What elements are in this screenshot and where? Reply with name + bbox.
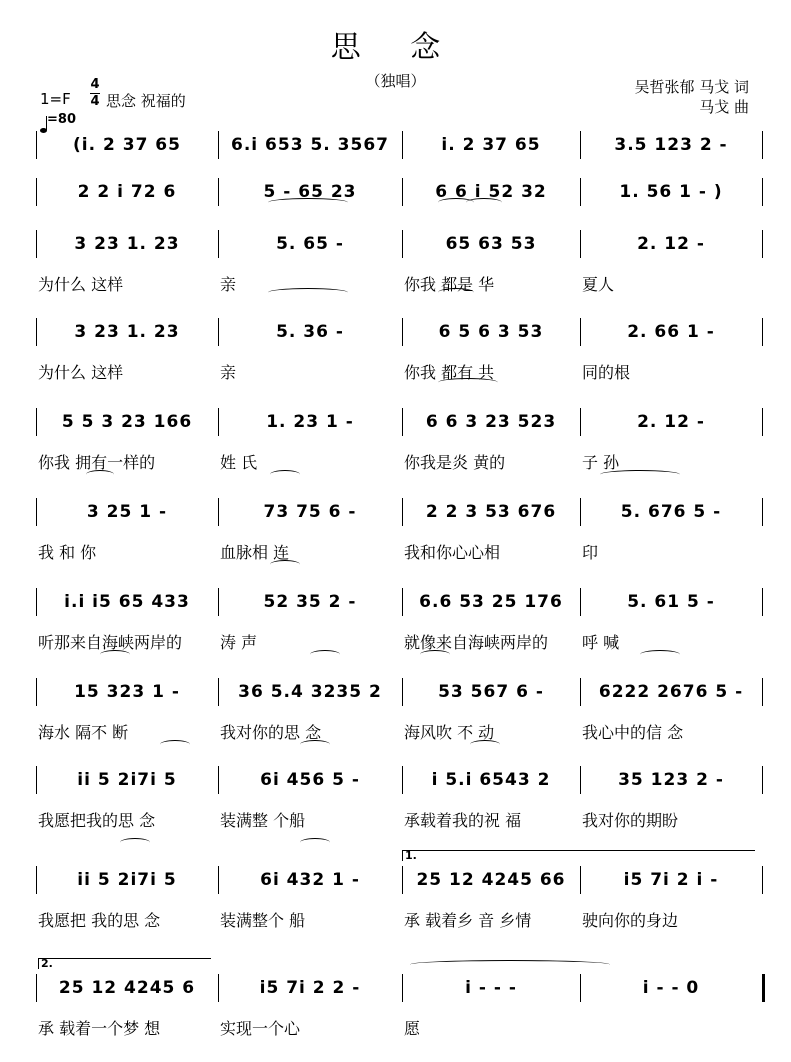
- barline: [762, 230, 763, 258]
- barline: [218, 408, 219, 436]
- measure: i. 2 37 65: [441, 135, 541, 155]
- measure: 1. 23 1 -: [266, 412, 354, 432]
- measure: 3 23 1. 23: [74, 322, 180, 342]
- barline: [36, 498, 37, 526]
- barline: [762, 866, 763, 894]
- slur-mark: [270, 470, 300, 479]
- barline: [218, 866, 219, 894]
- measure: ii 5 2i7i 5: [77, 770, 177, 790]
- barline: [218, 678, 219, 706]
- measure: 2. 12 -: [637, 234, 705, 254]
- lyrics-row: [36, 540, 762, 560]
- measure: 3.5 123 2 -: [614, 135, 728, 155]
- lyric-text: 我 和 你: [38, 543, 97, 562]
- measure: 5. 61 5 -: [627, 592, 715, 612]
- measure: 6 5 6 3 53: [438, 322, 544, 342]
- barline: [218, 318, 219, 346]
- measure: 5 5 3 23 166: [61, 412, 193, 432]
- barline: [580, 178, 581, 206]
- lyric-text: 子 孙: [582, 453, 620, 472]
- lyric-text: 呼 喊: [582, 633, 620, 652]
- score-row: [36, 180, 762, 204]
- lyric-text: 亲: [220, 363, 237, 382]
- measure: 25 12 4245 66: [416, 870, 566, 890]
- expression-mark: 思念 祝福的: [106, 92, 186, 110]
- barline: [402, 498, 403, 526]
- score-row: [36, 976, 762, 1000]
- barline: [36, 178, 37, 206]
- barline: [218, 498, 219, 526]
- lyric-text: 夏人: [582, 275, 615, 294]
- barline: [580, 866, 581, 894]
- lyric-text: 血脉相 连: [220, 543, 290, 562]
- score-row: [36, 500, 762, 524]
- tempo-mark: [40, 112, 76, 133]
- measure: 6i 432 1 -: [260, 870, 360, 890]
- slur-mark: [600, 470, 680, 479]
- song-title: 思 念: [330, 30, 461, 65]
- barline: [402, 230, 403, 258]
- barline: [402, 408, 403, 436]
- measure: ii 5 2i7i 5: [77, 870, 177, 890]
- barline: [580, 408, 581, 436]
- score-row: [36, 590, 762, 614]
- lyric-text: 你我 都是 华: [404, 275, 495, 294]
- barline: [762, 766, 763, 794]
- measure: 2 2 i 72 6: [77, 182, 177, 202]
- barline: [580, 131, 581, 159]
- lyric-text: 我心中的信 念: [582, 723, 684, 742]
- time-signature-bottom: 4: [90, 94, 100, 109]
- slur-mark: [438, 288, 474, 297]
- barline: [36, 974, 37, 1002]
- time-signature-top: 4: [90, 77, 100, 92]
- measure: 6.i 653 5. 3567: [231, 135, 389, 155]
- lyric-text: 我对你的思 念: [220, 723, 322, 742]
- barline: [218, 974, 219, 1002]
- lyric-text: 驶向你的身边: [582, 911, 679, 930]
- barline: [580, 230, 581, 258]
- measure: 2. 12 -: [637, 412, 705, 432]
- measure: 6 6 i 52 32: [435, 182, 547, 202]
- measure: 15 323 1 -: [74, 682, 180, 702]
- lyric-text: 你我 都有 共: [404, 363, 495, 382]
- measure: 3 25 1 -: [86, 502, 168, 522]
- volta-first: 1.: [402, 850, 755, 861]
- measure: 25 12 4245 6: [58, 978, 196, 998]
- lyric-text: 我愿把我的思 念: [38, 811, 156, 830]
- measure: 53 567 6 -: [438, 682, 544, 702]
- lyric-text: 为什么 这样: [38, 363, 124, 382]
- barline: [402, 678, 403, 706]
- slur-mark: [300, 740, 330, 749]
- slur-mark: [268, 198, 348, 207]
- barline: [402, 131, 403, 159]
- barline: [36, 230, 37, 258]
- slur-mark: [160, 740, 190, 749]
- measure: 1. 56 1 - ): [619, 182, 723, 202]
- measure: 6i 456 5 -: [260, 770, 360, 790]
- lyric-text: 愿: [404, 1019, 421, 1038]
- measure: 35 123 2 -: [618, 770, 724, 790]
- measure: 73 75 6 -: [263, 502, 357, 522]
- lyric-text: 装满整 个船: [220, 811, 306, 830]
- lyric-text: 我和你心心相: [404, 543, 501, 562]
- measure: i5 7i 2 i -: [623, 870, 719, 890]
- measure: 6.6 53 25 176: [419, 592, 563, 612]
- score-row: [36, 232, 762, 256]
- barline: [218, 230, 219, 258]
- lyrics-row: [36, 360, 762, 380]
- slur-mark: [310, 650, 340, 659]
- barline: [36, 866, 37, 894]
- barline: [580, 766, 581, 794]
- slur-mark: [420, 650, 450, 659]
- barline: [36, 131, 37, 159]
- measure: 52 35 2 -: [263, 592, 357, 612]
- barline: [36, 588, 37, 616]
- barline: [762, 498, 763, 526]
- barline: [402, 178, 403, 206]
- score-row: [36, 768, 762, 792]
- slur-mark: [466, 198, 502, 207]
- barline: [402, 974, 403, 1002]
- measure: 6 6 3 23 523: [425, 412, 557, 432]
- lyric-text: 姓 氏: [220, 453, 258, 472]
- lyrics-row: [36, 1016, 762, 1036]
- song-subtitle: （独唱）: [365, 72, 426, 90]
- barline: [580, 588, 581, 616]
- barline: [218, 131, 219, 159]
- lyric-text: 你我 拥有一样的: [38, 453, 156, 472]
- lyricist-credit: 吴哲张郁 马戈 词: [634, 78, 749, 96]
- score-row: [36, 868, 762, 892]
- measure: i5 7i 2 2 -: [259, 978, 361, 998]
- lyrics-row: [36, 630, 762, 650]
- slur-mark: [300, 838, 330, 847]
- measure: 3 23 1. 23: [74, 234, 180, 254]
- measure: 6222 2676 5 -: [598, 682, 744, 702]
- slur-mark: [470, 740, 500, 749]
- barline: [762, 678, 763, 706]
- slur-mark: [438, 378, 498, 387]
- lyric-text: 印: [582, 543, 599, 562]
- time-signature: [90, 78, 100, 109]
- lyric-text: 实现一个心: [220, 1019, 301, 1038]
- barline: [580, 974, 581, 1002]
- lyrics-row: [36, 808, 762, 828]
- slur-mark: [270, 560, 300, 569]
- barline: [762, 131, 763, 159]
- barline: [36, 766, 37, 794]
- barline: [36, 678, 37, 706]
- lyric-text: 同的根: [582, 363, 631, 382]
- slur-mark: [100, 650, 130, 659]
- measure: 2 2 3 53 676: [425, 502, 557, 522]
- lyric-text: 就像来自海峡两岸的: [404, 633, 549, 652]
- barline: [580, 318, 581, 346]
- barline: [218, 766, 219, 794]
- slur-mark: [268, 288, 348, 297]
- lyric-text: 承载着我的祝 福: [404, 811, 522, 830]
- barline: [762, 178, 763, 206]
- volta-second: 2.: [38, 958, 211, 969]
- slur-mark: [120, 838, 150, 847]
- score-row: [36, 133, 762, 157]
- barline: [762, 408, 763, 436]
- lyric-text: 装满整个 船: [220, 911, 306, 930]
- measure: 5 - 65 23: [263, 182, 357, 202]
- measure: (i. 2 37 65: [73, 135, 181, 155]
- lyric-text: 为什么 这样: [38, 275, 124, 294]
- lyric-text: 我愿把 我的思 念: [38, 911, 161, 930]
- lyric-text: 海水 隔不 断: [38, 723, 129, 742]
- barline: [402, 588, 403, 616]
- barline: [580, 498, 581, 526]
- lyrics-row: [36, 908, 762, 928]
- barline: [36, 318, 37, 346]
- lyrics-row: [36, 450, 762, 470]
- barline: [36, 408, 37, 436]
- lyric-text: 亲: [220, 275, 237, 294]
- barline: [580, 678, 581, 706]
- barline: [402, 866, 403, 894]
- lyric-text: 听那来自海峡两岸的: [38, 633, 183, 652]
- barline: [402, 318, 403, 346]
- barline: [218, 588, 219, 616]
- lyric-text: 承 载着乡 音 乡情: [404, 911, 532, 930]
- barline: [762, 318, 763, 346]
- measure: 5. 676 5 -: [620, 502, 722, 522]
- slur-mark: [410, 960, 610, 969]
- lyric-text: 承 载着一个梦 想: [38, 1019, 161, 1038]
- measure: 36 5.4 3235 2: [238, 682, 382, 702]
- measure: 5. 65 -: [276, 234, 344, 254]
- measure: i 5.i 6543 2: [431, 770, 551, 790]
- barline: [762, 974, 765, 1002]
- measure: 65 63 53: [445, 234, 537, 254]
- measure: i.i i5 65 433: [64, 592, 190, 612]
- lyric-text: 你我是炎 黄的: [404, 453, 506, 472]
- slur-mark: [86, 470, 114, 479]
- score-row: [36, 320, 762, 344]
- score-row: [36, 410, 762, 434]
- lyric-text: 海风吹 不 动: [404, 723, 495, 742]
- slur-mark: [640, 650, 680, 659]
- lyric-text: 涛 声: [220, 633, 258, 652]
- lyric-text: 我对你的期盼: [582, 811, 679, 830]
- key-signature: 1=F: [40, 90, 71, 108]
- measure: 2. 66 1 -: [627, 322, 715, 342]
- tempo-value: =80: [47, 112, 76, 127]
- barline: [762, 588, 763, 616]
- measure: 5. 36 -: [276, 322, 344, 342]
- measure: i - - 0: [642, 978, 700, 998]
- composer-credit: 马戈 曲: [699, 98, 749, 116]
- barline: [402, 766, 403, 794]
- lyrics-row: [36, 272, 762, 292]
- score-row: [36, 680, 762, 704]
- barline: [218, 178, 219, 206]
- lyrics-row: [36, 720, 762, 740]
- measure: i - - -: [465, 978, 517, 998]
